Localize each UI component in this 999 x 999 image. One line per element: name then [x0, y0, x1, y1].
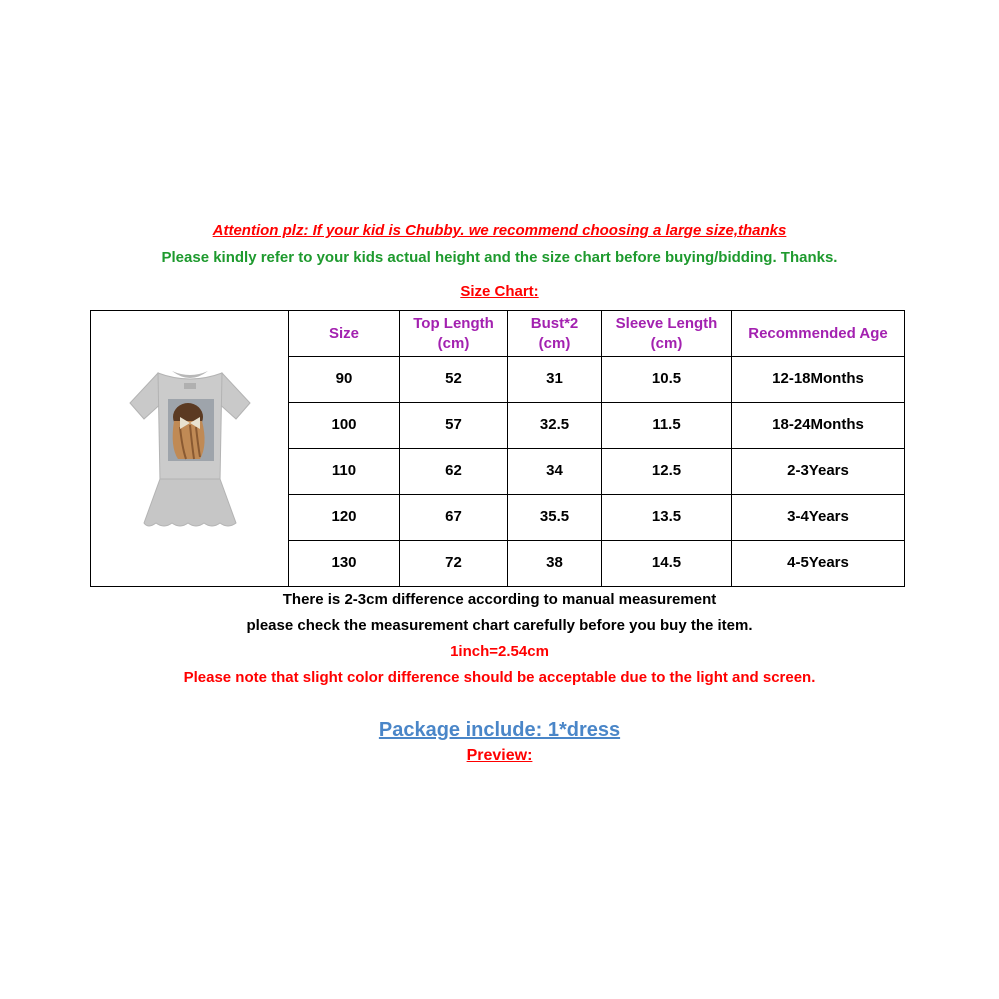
cell-recommended-age: 3-4Years: [732, 494, 905, 540]
cell-sleeve-length: 11.5: [602, 402, 732, 448]
cell-bust: 32.5: [508, 402, 602, 448]
header-recommended-age: [732, 311, 905, 357]
header-sleeve-length: [602, 311, 732, 357]
header-sleeve-length-line1: Sleeve Length: [615, 314, 718, 332]
cell-recommended-age: 2-3Years: [732, 448, 905, 494]
attention-note: Attention plz: If your kid is Chubby. we recommend choosing a large size,thanks: [212, 222, 787, 239]
cell-top-length: 52: [400, 357, 508, 403]
cell-top-length: 67: [400, 494, 508, 540]
header-size-line1: Size: [328, 324, 359, 342]
header-top-length-line1: Top Length: [413, 314, 494, 332]
cell-size: 130: [289, 540, 400, 586]
header-bust: [508, 311, 602, 357]
size-chart-title: Size Chart:: [460, 283, 539, 300]
cell-top-length: 72: [400, 540, 508, 586]
header-size: [289, 311, 400, 357]
package-include: Package include: 1*dress: [378, 719, 621, 741]
cell-bust: 34: [508, 448, 602, 494]
header-top-length-line2: (cm): [437, 334, 470, 352]
cell-size: 110: [289, 448, 400, 494]
inch-note: 1inch=2.54cm: [450, 643, 549, 660]
header-recommended-age-line1: Recommended Age: [748, 324, 888, 342]
color-note: Please note that slight color difference should be acceptable due to the light and screen.: [183, 669, 816, 686]
difference-note: There is 2-3cm difference according to manual measurement: [282, 591, 717, 608]
cell-sleeve-length: 12.5: [602, 448, 732, 494]
dress-illustration-icon: [120, 361, 260, 531]
cell-recommended-age: 18-24Months: [732, 402, 905, 448]
cell-recommended-age: 12-18Months: [732, 357, 905, 403]
header-bust-line2: (cm): [538, 334, 571, 352]
cell-size: 100: [289, 402, 400, 448]
cell-bust: 38: [508, 540, 602, 586]
header-bust-line1: Bust*2: [530, 314, 579, 332]
preview-label: Preview:: [466, 747, 533, 764]
cell-sleeve-length: 13.5: [602, 494, 732, 540]
check-note: please check the measurement chart carefully before you buy the item.: [246, 617, 753, 634]
cell-sleeve-length: 10.5: [602, 357, 732, 403]
cell-recommended-age: 4-5Years: [732, 540, 905, 586]
kindly-refer-note: Please kindly refer to your kids actual height and the size chart before buying/bidding. Thanks.: [161, 249, 838, 266]
product-image-cell: [91, 311, 289, 587]
size-chart-table: [90, 310, 905, 587]
cell-bust: 35.5: [508, 494, 602, 540]
cell-top-length: 57: [400, 402, 508, 448]
cell-sleeve-length: 14.5: [602, 540, 732, 586]
cell-size: 120: [289, 494, 400, 540]
cell-size: 90: [289, 357, 400, 403]
header-sleeve-length-line2: (cm): [650, 334, 683, 352]
cell-top-length: 62: [400, 448, 508, 494]
cell-bust: 31: [508, 357, 602, 403]
header-top-length: [400, 311, 508, 357]
table-header-row: [91, 311, 905, 357]
